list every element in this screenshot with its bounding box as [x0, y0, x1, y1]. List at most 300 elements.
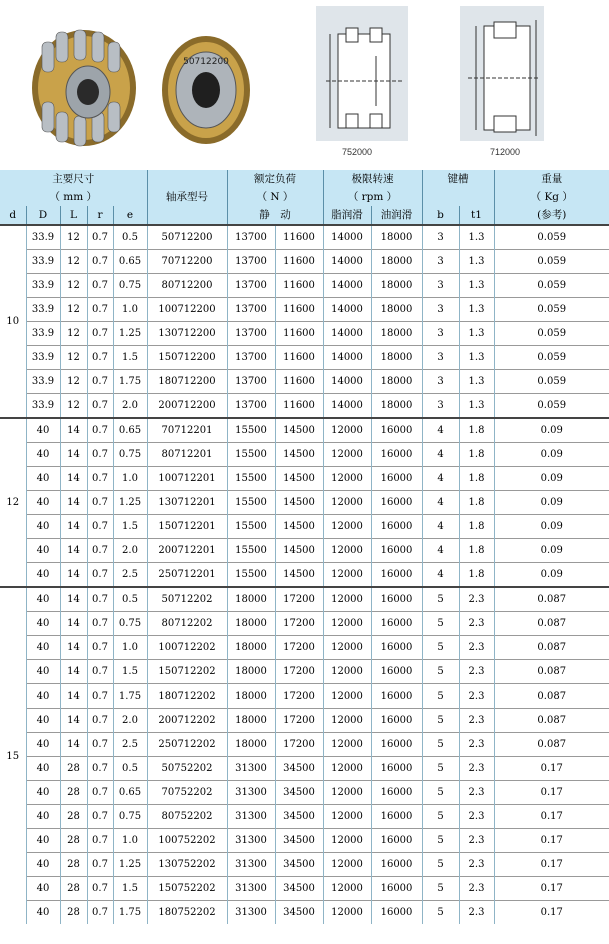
cell-model: 250712201: [147, 563, 227, 588]
cell-weight: 0.09: [494, 418, 609, 443]
cell-oil-speed: 18000: [371, 370, 422, 394]
table-row: [0, 829, 609, 853]
cell-static-load: 18000: [227, 636, 275, 660]
cell-D: 40: [26, 781, 60, 805]
cell-oil-speed: 16000: [371, 757, 422, 781]
cell-r: 0.7: [87, 563, 113, 588]
cell-key-t1: 2.3: [459, 781, 494, 805]
cell-key-b: 3: [422, 394, 459, 419]
cell-L: 14: [60, 539, 87, 563]
cell-e: 1.75: [113, 370, 147, 394]
cell-key-b: 3: [422, 322, 459, 346]
cell-dynamic-load: 17200: [275, 636, 323, 660]
cell-e: 2.0: [113, 394, 147, 419]
cell-dynamic-load: 17200: [275, 733, 323, 757]
cell-dynamic-load: 11600: [275, 346, 323, 370]
cell-dynamic-load: 17200: [275, 612, 323, 636]
cell-r: 0.7: [87, 250, 113, 274]
cell-model: 200712202: [147, 709, 227, 733]
cell-weight: 0.09: [494, 467, 609, 491]
cell-dynamic-load: 34500: [275, 853, 323, 877]
cell-key-t1: 1.3: [459, 370, 494, 394]
cell-key-t1: 2.3: [459, 853, 494, 877]
cell-key-b: 4: [422, 443, 459, 467]
photo-label: 50712200: [183, 57, 229, 67]
cell-weight: 0.087: [494, 587, 609, 612]
cell-dynamic-load: 14500: [275, 491, 323, 515]
cell-weight: 0.059: [494, 394, 609, 419]
cell-r: 0.7: [87, 539, 113, 563]
cell-dynamic-load: 34500: [275, 877, 323, 901]
table-row: [0, 853, 609, 877]
cell-grease-speed: 14000: [323, 225, 371, 250]
cell-D: 40: [26, 443, 60, 467]
cell-static-load: 13700: [227, 225, 275, 250]
cell-L: 14: [60, 587, 87, 612]
cell-e: 2.5: [113, 563, 147, 588]
cell-oil-speed: 16000: [371, 829, 422, 853]
cell-weight: 0.087: [494, 684, 609, 709]
cell-D: 33.9: [26, 394, 60, 419]
cell-r: 0.7: [87, 443, 113, 467]
cell-weight: 0.17: [494, 901, 609, 925]
cell-oil-speed: 16000: [371, 877, 422, 901]
cell-D: 40: [26, 636, 60, 660]
cell-oil-speed: 16000: [371, 515, 422, 539]
cell-r: 0.7: [87, 225, 113, 250]
cell-D: 33.9: [26, 322, 60, 346]
cell-e: 0.65: [113, 250, 147, 274]
cell-e: 0.65: [113, 418, 147, 443]
cell-model: 150712200: [147, 346, 227, 370]
table-body: [0, 225, 609, 924]
cell-weight: 0.059: [494, 346, 609, 370]
header-speed: 极限转速: [323, 170, 422, 188]
cell-dynamic-load: 34500: [275, 757, 323, 781]
cell-key-t1: 1.3: [459, 394, 494, 419]
cell-L: 12: [60, 274, 87, 298]
cell-key-b: 5: [422, 636, 459, 660]
cell-L: 12: [60, 225, 87, 250]
cell-key-t1: 2.3: [459, 587, 494, 612]
caption-712000: 712000: [490, 147, 521, 157]
cell-D: 40: [26, 587, 60, 612]
header-weight-unit: （ Kg ）: [494, 188, 609, 206]
cell-r: 0.7: [87, 491, 113, 515]
cell-key-t1: 1.8: [459, 515, 494, 539]
cell-e: 0.5: [113, 757, 147, 781]
cell-D: 33.9: [26, 225, 60, 250]
cell-key-b: 5: [422, 901, 459, 925]
cell-L: 14: [60, 563, 87, 588]
table-row: [0, 684, 609, 709]
cell-static-load: 15500: [227, 491, 275, 515]
cell-grease-speed: 12000: [323, 587, 371, 612]
cell-dynamic-load: 34500: [275, 805, 323, 829]
cell-r: 0.7: [87, 757, 113, 781]
cell-grease-speed: 14000: [323, 298, 371, 322]
cell-e: 1.0: [113, 467, 147, 491]
cell-key-t1: 1.3: [459, 274, 494, 298]
cell-model: 180752202: [147, 901, 227, 925]
table-row: [0, 781, 609, 805]
cell-L: 12: [60, 298, 87, 322]
cell-grease-speed: 12000: [323, 709, 371, 733]
table-row: [0, 418, 609, 443]
cell-e: 1.5: [113, 660, 147, 684]
cell-D: 40: [26, 660, 60, 684]
cell-e: 1.5: [113, 877, 147, 901]
header-weight-ref: (参考): [494, 206, 609, 225]
cell-key-t1: 1.8: [459, 418, 494, 443]
cell-dynamic-load: 17200: [275, 709, 323, 733]
cell-model: 50712200: [147, 225, 227, 250]
cell-weight: 0.17: [494, 877, 609, 901]
cell-L: 14: [60, 612, 87, 636]
table-row: [0, 443, 609, 467]
table-row: [0, 805, 609, 829]
cell-key-b: 5: [422, 757, 459, 781]
header-load-sub: 静 动: [227, 206, 323, 225]
cell-key-b: 3: [422, 298, 459, 322]
header-D: D: [26, 206, 60, 225]
cell-key-b: 3: [422, 346, 459, 370]
cell-r: 0.7: [87, 515, 113, 539]
cell-key-b: 5: [422, 684, 459, 709]
table-row: [0, 733, 609, 757]
table-row: [0, 563, 609, 588]
cell-weight: 0.17: [494, 805, 609, 829]
header-d: d: [0, 206, 26, 225]
cell-r: 0.7: [87, 467, 113, 491]
header-load: 额定负荷: [227, 170, 323, 188]
cell-dynamic-load: 11600: [275, 274, 323, 298]
cell-static-load: 18000: [227, 684, 275, 709]
table-row: [0, 394, 609, 419]
cell-e: 1.5: [113, 346, 147, 370]
table-row: [0, 660, 609, 684]
cell-dynamic-load: 11600: [275, 250, 323, 274]
cell-key-b: 3: [422, 370, 459, 394]
cell-dynamic-load: 17200: [275, 660, 323, 684]
cell-model: 200712200: [147, 394, 227, 419]
cell-key-t1: 2.3: [459, 829, 494, 853]
cell-weight: 0.09: [494, 563, 609, 588]
cell-key-b: 4: [422, 491, 459, 515]
cell-dynamic-load: 14500: [275, 418, 323, 443]
cell-model: 70752202: [147, 781, 227, 805]
cell-D: 40: [26, 684, 60, 709]
cell-model: 50712202: [147, 587, 227, 612]
cell-static-load: 13700: [227, 298, 275, 322]
cell-r: 0.7: [87, 322, 113, 346]
cell-key-b: 3: [422, 274, 459, 298]
cell-e: 1.0: [113, 829, 147, 853]
cell-dynamic-load: 34500: [275, 781, 323, 805]
cell-L: 28: [60, 805, 87, 829]
cell-grease-speed: 12000: [323, 660, 371, 684]
cell-grease-speed: 12000: [323, 612, 371, 636]
cell-weight: 0.087: [494, 709, 609, 733]
cell-key-t1: 1.3: [459, 322, 494, 346]
cell-grease-speed: 12000: [323, 515, 371, 539]
caption-752000: 752000: [342, 147, 373, 157]
cell-r: 0.7: [87, 805, 113, 829]
cell-e: 0.75: [113, 805, 147, 829]
cell-D: 40: [26, 901, 60, 925]
cell-D: 40: [26, 733, 60, 757]
cell-key-t1: 2.3: [459, 733, 494, 757]
cell-oil-speed: 18000: [371, 274, 422, 298]
cell-e: 2.5: [113, 733, 147, 757]
cell-model: 100712201: [147, 467, 227, 491]
cell-key-t1: 1.8: [459, 443, 494, 467]
cell-key-t1: 1.3: [459, 346, 494, 370]
cell-D: 40: [26, 563, 60, 588]
cell-L: 28: [60, 853, 87, 877]
cell-oil-speed: 16000: [371, 612, 422, 636]
cell-L: 12: [60, 346, 87, 370]
cell-static-load: 13700: [227, 250, 275, 274]
cell-D: 40: [26, 709, 60, 733]
cell-r: 0.7: [87, 781, 113, 805]
cell-static-load: 13700: [227, 322, 275, 346]
table-row: [0, 225, 609, 250]
cell-L: 14: [60, 418, 87, 443]
cell-static-load: 15500: [227, 443, 275, 467]
cell-key-b: 5: [422, 733, 459, 757]
cell-r: 0.7: [87, 370, 113, 394]
cell-key-b: 5: [422, 781, 459, 805]
cell-D: 40: [26, 467, 60, 491]
cell-oil-speed: 16000: [371, 901, 422, 925]
table-row: [0, 370, 609, 394]
cell-key-b: 5: [422, 587, 459, 612]
cell-oil-speed: 16000: [371, 733, 422, 757]
cell-weight: 0.09: [494, 443, 609, 467]
cell-dynamic-load: 14500: [275, 515, 323, 539]
cell-model: 80712201: [147, 443, 227, 467]
cell-L: 12: [60, 394, 87, 419]
cell-r: 0.7: [87, 418, 113, 443]
cell-grease-speed: 12000: [323, 805, 371, 829]
cell-key-t1: 1.3: [459, 225, 494, 250]
cell-grease-speed: 12000: [323, 418, 371, 443]
cell-model: 100752202: [147, 829, 227, 853]
cell-model: 150712202: [147, 660, 227, 684]
cell-r: 0.7: [87, 901, 113, 925]
cell-dynamic-load: 14500: [275, 467, 323, 491]
table-row: [0, 757, 609, 781]
cell-e: 1.0: [113, 298, 147, 322]
cell-L: 14: [60, 443, 87, 467]
cell-dynamic-load: 34500: [275, 901, 323, 925]
cell-weight: 0.17: [494, 757, 609, 781]
header-speed-oil: 油润滑: [371, 206, 422, 225]
cell-dynamic-load: 17200: [275, 587, 323, 612]
cell-dynamic-load: 14500: [275, 443, 323, 467]
cell-oil-speed: 18000: [371, 394, 422, 419]
cell-static-load: 15500: [227, 563, 275, 588]
cell-key-t1: 2.3: [459, 684, 494, 709]
cell-r: 0.7: [87, 298, 113, 322]
cell-e: 0.75: [113, 274, 147, 298]
header-key-blank: [422, 188, 494, 206]
cell-dynamic-load: 11600: [275, 394, 323, 419]
cell-key-t1: 2.3: [459, 757, 494, 781]
cell-weight: 0.087: [494, 733, 609, 757]
cell-grease-speed: 12000: [323, 467, 371, 491]
cell-grease-speed: 14000: [323, 322, 371, 346]
cell-grease-speed: 12000: [323, 733, 371, 757]
cell-static-load: 13700: [227, 394, 275, 419]
cell-model: 180712200: [147, 370, 227, 394]
cell-L: 14: [60, 684, 87, 709]
cell-key-t1: 1.8: [459, 539, 494, 563]
cell-model: 130712200: [147, 322, 227, 346]
cell-r: 0.7: [87, 660, 113, 684]
cell-grease-speed: 12000: [323, 684, 371, 709]
cell-key-t1: 2.3: [459, 877, 494, 901]
cell-weight: 0.059: [494, 322, 609, 346]
cell-weight: 0.087: [494, 660, 609, 684]
cell-model: 130712201: [147, 491, 227, 515]
table-row: [0, 491, 609, 515]
cell-model: 50752202: [147, 757, 227, 781]
cell-r: 0.7: [87, 274, 113, 298]
cell-D: 40: [26, 877, 60, 901]
cell-e: 1.25: [113, 853, 147, 877]
cell-r: 0.7: [87, 612, 113, 636]
cell-D: 33.9: [26, 346, 60, 370]
cell-D: 40: [26, 853, 60, 877]
cell-grease-speed: 14000: [323, 274, 371, 298]
cell-weight: 0.17: [494, 829, 609, 853]
cell-static-load: 15500: [227, 515, 275, 539]
cell-oil-speed: 16000: [371, 443, 422, 467]
table-row: [0, 709, 609, 733]
cell-oil-speed: 18000: [371, 250, 422, 274]
cell-r: 0.7: [87, 394, 113, 419]
cell-model: 80712202: [147, 612, 227, 636]
cell-weight: 0.09: [494, 491, 609, 515]
cell-r: 0.7: [87, 636, 113, 660]
cell-oil-speed: 16000: [371, 684, 422, 709]
cell-oil-speed: 16000: [371, 781, 422, 805]
cell-oil-speed: 16000: [371, 853, 422, 877]
cell-D: 40: [26, 757, 60, 781]
cell-L: 12: [60, 370, 87, 394]
cell-model: 70712201: [147, 418, 227, 443]
cell-weight: 0.059: [494, 370, 609, 394]
cell-key-t1: 1.8: [459, 467, 494, 491]
cell-key-b: 4: [422, 539, 459, 563]
table-row: [0, 298, 609, 322]
table-row: [0, 636, 609, 660]
cell-key-b: 5: [422, 612, 459, 636]
cell-oil-speed: 16000: [371, 709, 422, 733]
cell-r: 0.7: [87, 877, 113, 901]
cell-static-load: 31300: [227, 829, 275, 853]
cell-e: 0.5: [113, 225, 147, 250]
cell-grease-speed: 12000: [323, 563, 371, 588]
cell-d: 10: [0, 225, 26, 418]
cell-static-load: 31300: [227, 805, 275, 829]
cell-grease-speed: 12000: [323, 443, 371, 467]
cell-r: 0.7: [87, 733, 113, 757]
cell-D: 33.9: [26, 370, 60, 394]
cell-static-load: 15500: [227, 467, 275, 491]
cell-e: 1.5: [113, 515, 147, 539]
cell-model: 80752202: [147, 805, 227, 829]
cell-oil-speed: 16000: [371, 491, 422, 515]
cell-key-t1: 2.3: [459, 612, 494, 636]
cell-key-b: 5: [422, 660, 459, 684]
cell-dynamic-load: 34500: [275, 829, 323, 853]
cell-e: 1.75: [113, 684, 147, 709]
cell-weight: 0.17: [494, 781, 609, 805]
cell-key-t1: 1.3: [459, 250, 494, 274]
cell-D: 33.9: [26, 250, 60, 274]
cell-static-load: 31300: [227, 853, 275, 877]
header-e: e: [113, 206, 147, 225]
cell-oil-speed: 16000: [371, 418, 422, 443]
cell-model: 100712200: [147, 298, 227, 322]
cell-key-t1: 1.8: [459, 563, 494, 588]
header-speed-grease: 脂润滑: [323, 206, 371, 225]
cell-static-load: 18000: [227, 709, 275, 733]
cell-model: 150752202: [147, 877, 227, 901]
cell-oil-speed: 16000: [371, 467, 422, 491]
cell-r: 0.7: [87, 587, 113, 612]
cell-key-b: 5: [422, 877, 459, 901]
cell-key-b: 3: [422, 225, 459, 250]
cell-d: 12: [0, 418, 26, 587]
header-key-t1: t1: [459, 206, 494, 225]
drawing-752000: [316, 6, 408, 141]
cell-oil-speed: 16000: [371, 539, 422, 563]
cell-D: 40: [26, 418, 60, 443]
cell-weight: 0.059: [494, 250, 609, 274]
cell-static-load: 13700: [227, 370, 275, 394]
cell-grease-speed: 12000: [323, 539, 371, 563]
cell-grease-speed: 14000: [323, 370, 371, 394]
cell-weight: 0.059: [494, 274, 609, 298]
cell-e: 0.65: [113, 781, 147, 805]
cell-key-b: 3: [422, 250, 459, 274]
table-row: [0, 515, 609, 539]
cell-key-b: 5: [422, 853, 459, 877]
cell-key-b: 4: [422, 563, 459, 588]
cell-key-b: 5: [422, 805, 459, 829]
cell-static-load: 18000: [227, 733, 275, 757]
table-row: [0, 539, 609, 563]
cell-weight: 0.059: [494, 298, 609, 322]
cell-model: 130752202: [147, 853, 227, 877]
cell-oil-speed: 18000: [371, 298, 422, 322]
cell-static-load: 13700: [227, 274, 275, 298]
cell-static-load: 31300: [227, 781, 275, 805]
cell-D: 40: [26, 829, 60, 853]
cell-L: 14: [60, 515, 87, 539]
cell-r: 0.7: [87, 346, 113, 370]
cell-key-b: 4: [422, 418, 459, 443]
cell-key-t1: 2.3: [459, 805, 494, 829]
cell-e: 2.0: [113, 539, 147, 563]
cell-e: 1.75: [113, 901, 147, 925]
cell-L: 14: [60, 636, 87, 660]
table-row: [0, 322, 609, 346]
